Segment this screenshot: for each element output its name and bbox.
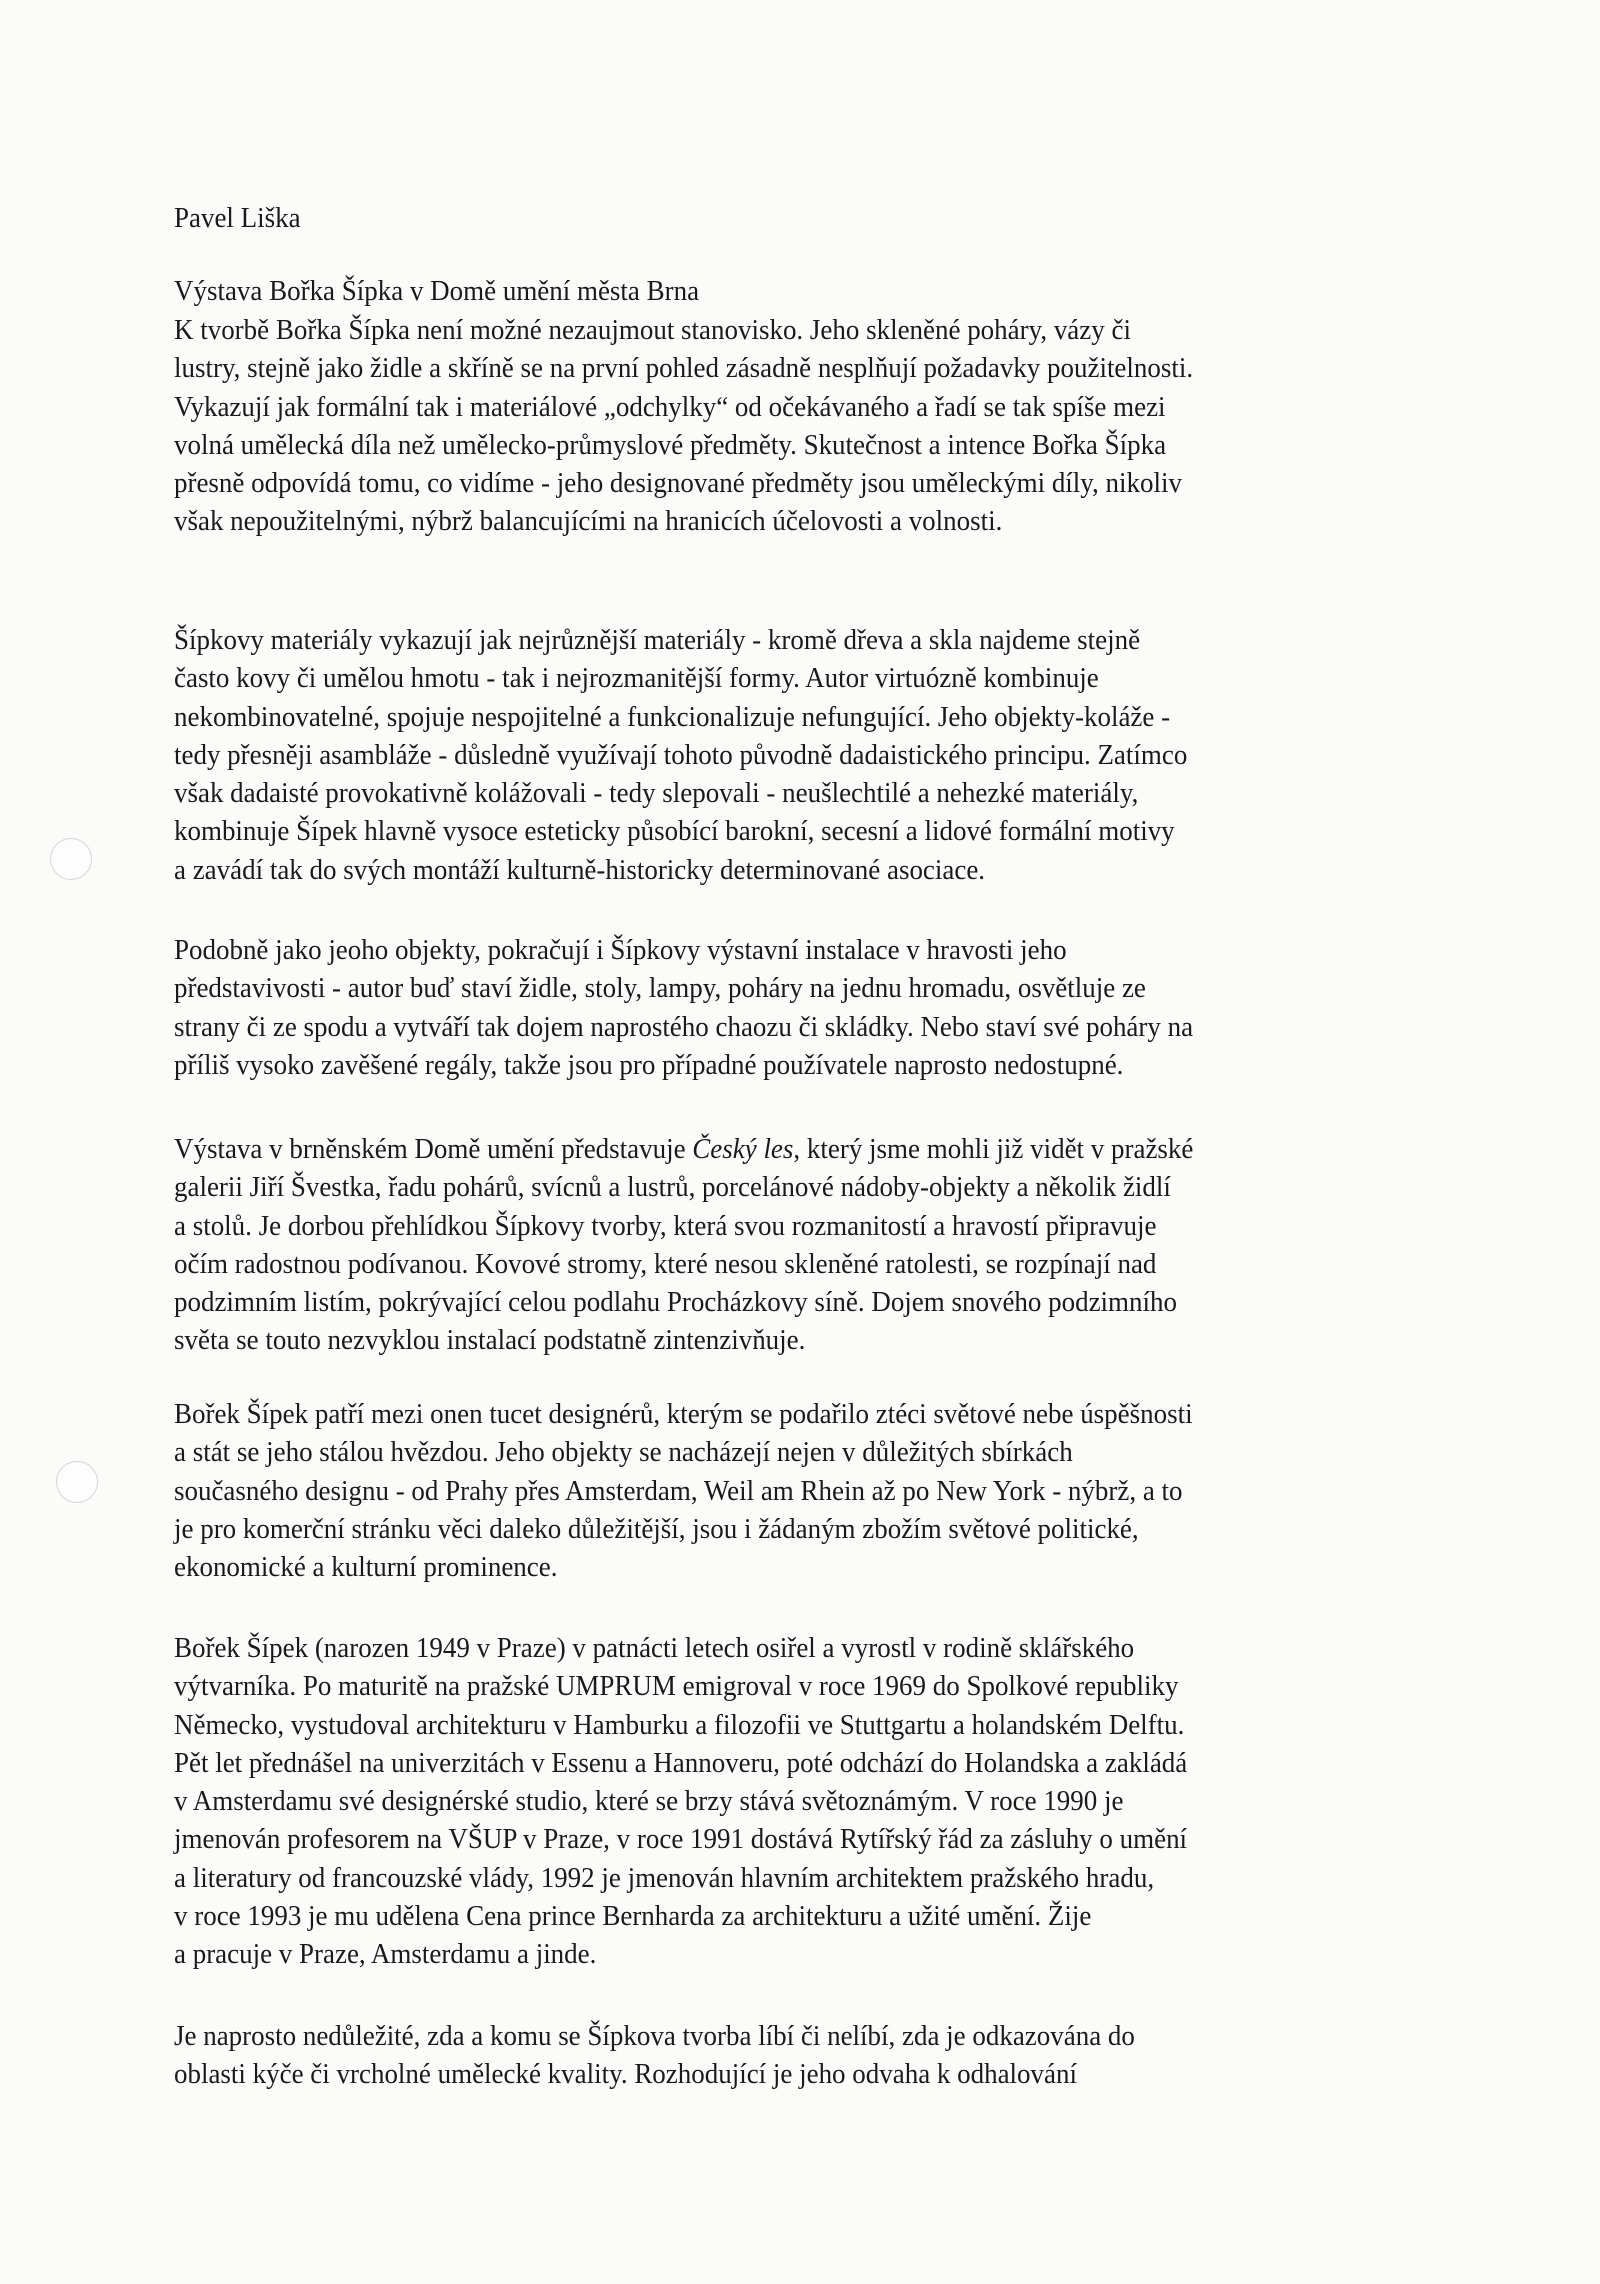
text-line: přesně odpovídá tomu, co vidíme - jeho designované předměty jsou uměleckými díly, nikoliv <box>174 467 1182 500</box>
text-segment: Výstava v brněnském Domě umění představuje <box>174 1133 693 1165</box>
text-line: galerii Jiří Švestka, řadu pohárů, svícnů a lustrů, porcelánové nádoby-objekty a několik židlí <box>174 1171 1171 1204</box>
paragraph <box>174 621 1264 889</box>
title-text: Výstava Bořka Šípka v Domě umění města Brna <box>174 275 700 307</box>
article-title <box>174 272 739 310</box>
text-line: Německo, vystudoval architekturu v Hamburku a filozofii ve Stuttgartu a holandském Delftu. <box>174 1708 1185 1741</box>
text-line: Šípkovy materiály vykazují jak nejrůznější materiály - kromě dřeva a skla najdeme stejně <box>174 624 1141 656</box>
italic-title: Český les <box>692 1133 794 1165</box>
text-line: současného designu - od Prahy přes Amsterdam, Weil am Rhein až po New York - nýbrž, a to <box>174 1474 1183 1507</box>
text-line: v Amsterdamu své designérské studio, které se brzy stává světoznámým. V roce 1990 je <box>174 1785 1124 1818</box>
text-line: příliš vysoko zavěšené regály, takže jsou pro případné používatele naprosto nedostupné. <box>174 1048 1124 1081</box>
text-line: a pracuje v Praze, Amsterdamu a jinde. <box>174 1938 597 1971</box>
paragraph <box>174 1629 1264 1974</box>
text-line: a stát se jeho stálou hvězdou. Jeho objekty se nacházejí nejen v důležitých sbírkách <box>174 1436 1073 1469</box>
paragraph <box>174 931 1270 1084</box>
text-line: tedy přesněji asambláže - důsledně využívají tohoto původně dadaistického principu. Zatímco <box>174 738 1188 771</box>
paragraph <box>174 1130 1270 1360</box>
text-line: často kovy či umělou hmotu - tak i nejrozmanitější formy. Autor virtuózně kombinuje <box>174 662 1099 695</box>
text-line: však dadaisté provokativně kolážovali - tedy slepovali - neušlechtilé a nehezké materiály, <box>174 777 1139 810</box>
text-line: světa se touto nezvyklou instalací podstatně zintenzivňuje. <box>174 1324 806 1357</box>
author-text: Pavel Liška <box>174 202 301 234</box>
paragraph <box>174 311 1270 541</box>
paragraph <box>174 2017 1207 2094</box>
punch-hole <box>50 838 92 880</box>
text-line: lustry, stejně jako židle a skříně se na první pohled zásadně nesplňují požadavky použitelnosti. <box>174 352 1194 385</box>
text-line: volná umělecká díla než umělecko-průmyslové předměty. Skutečnost a intence Bořka Šípka <box>174 428 1167 461</box>
text-line: ekonomické a kulturní prominence. <box>174 1551 558 1584</box>
text-line: však nepoužitelnými, nýbrž balancujícími na hranicích účelovosti a volnosti. <box>174 505 1003 538</box>
author-name <box>174 199 310 237</box>
text-segment: , který jsme mohli již vidět v pražské <box>793 1133 1194 1165</box>
text-line: a zavádí tak do svých montáží kulturně-historicky determinované asociace. <box>174 853 986 886</box>
text-line: K tvorbě Bořka Šípka není možné nezaujmout stanovisko. Jeho skleněné poháry, vázy či <box>174 314 1131 346</box>
text-line: kombinuje Šípek hlavně vysoce esteticky působící barokní, secesní a lidové formální motivy <box>174 815 1175 848</box>
text-line: představivosti - autor buď staví židle, stoly, lampy, poháry na jednu hromadu, osvětluje ze <box>174 972 1146 1005</box>
text-line: Bořek Šípek patří mezi onen tucet designérů, kterým se podařilo ztéci světové nebe úspěšnosti <box>174 1398 1193 1430</box>
text-line: podzimním listím, pokrývající celou podlahu Procházkovy síně. Dojem snového podzimního <box>174 1286 1177 1319</box>
text-line: výtvarníka. Po maturitě na pražské UMPRUM emigroval v roce 1969 do Spolkové republiky <box>174 1670 1179 1703</box>
text-line: v roce 1993 je mu udělena Cena prince Bernharda za architekturu a užité umění. Žije <box>174 1900 1092 1933</box>
text-line: je pro komerční stránku věci daleko důležitější, jsou i žádaným zbožím světové politické, <box>174 1512 1139 1545</box>
text-line: a literatury od francouzské vlády, 1992 je jmenován hlavním architektem pražského hradu, <box>174 1861 1155 1894</box>
paragraph <box>174 1395 1269 1586</box>
text-line: Vykazují jak formální tak i materiálové „odchylky“ od očekávaného a řadí se tak spíše mezi <box>174 390 1166 423</box>
text-line: Podobně jako jeoho objekty, pokračují i Šípkovy výstavní instalace v hravosti jeho <box>174 934 1067 966</box>
text-line: strany či ze spodu a vytváří tak dojem naprostého chaozu či skládky. Nebo staví své poháry na <box>174 1010 1194 1043</box>
text-line: Pět let přednášel na univerzitách v Essenu a Hannoveru, poté odchází do Holandska a zakládá <box>174 1746 1188 1779</box>
text-line: a stolů. Je dorbou přehlídkou Šípkovy tvorby, která svou rozmanitostí a hravostí připravuje <box>174 1209 1157 1242</box>
text-line: Bořek Šípek (narozen 1949 v Praze) v patnácti letech osiřel a vyrostl v rodině sklářského <box>174 1632 1135 1664</box>
text-line: nekombinovatelné, spojuje nespojitelné a funkcionalizuje nefungující. Jeho objekty-koláže - <box>174 700 1171 733</box>
punch-hole <box>56 1461 98 1503</box>
text-line: jmenován profesorem na VŠUP v Praze, v roce 1991 dostává Rytířský řád za zásluhy o umění <box>174 1823 1188 1856</box>
text-line: očím radostnou podívanou. Kovové stromy, které nesou skleněné ratolesti, se rozpínají nad <box>174 1247 1157 1280</box>
text-line <box>174 1130 1193 1168</box>
text-line: Je naprosto nedůležité, zda a komu se Šípkova tvorba líbí či nelíbí, zda je odkazována do <box>174 2020 1135 2052</box>
text-line: oblasti kýče či vrcholné umělecké kvality. Rozhodující je jeho odvaha k odhalování <box>174 2058 1077 2091</box>
